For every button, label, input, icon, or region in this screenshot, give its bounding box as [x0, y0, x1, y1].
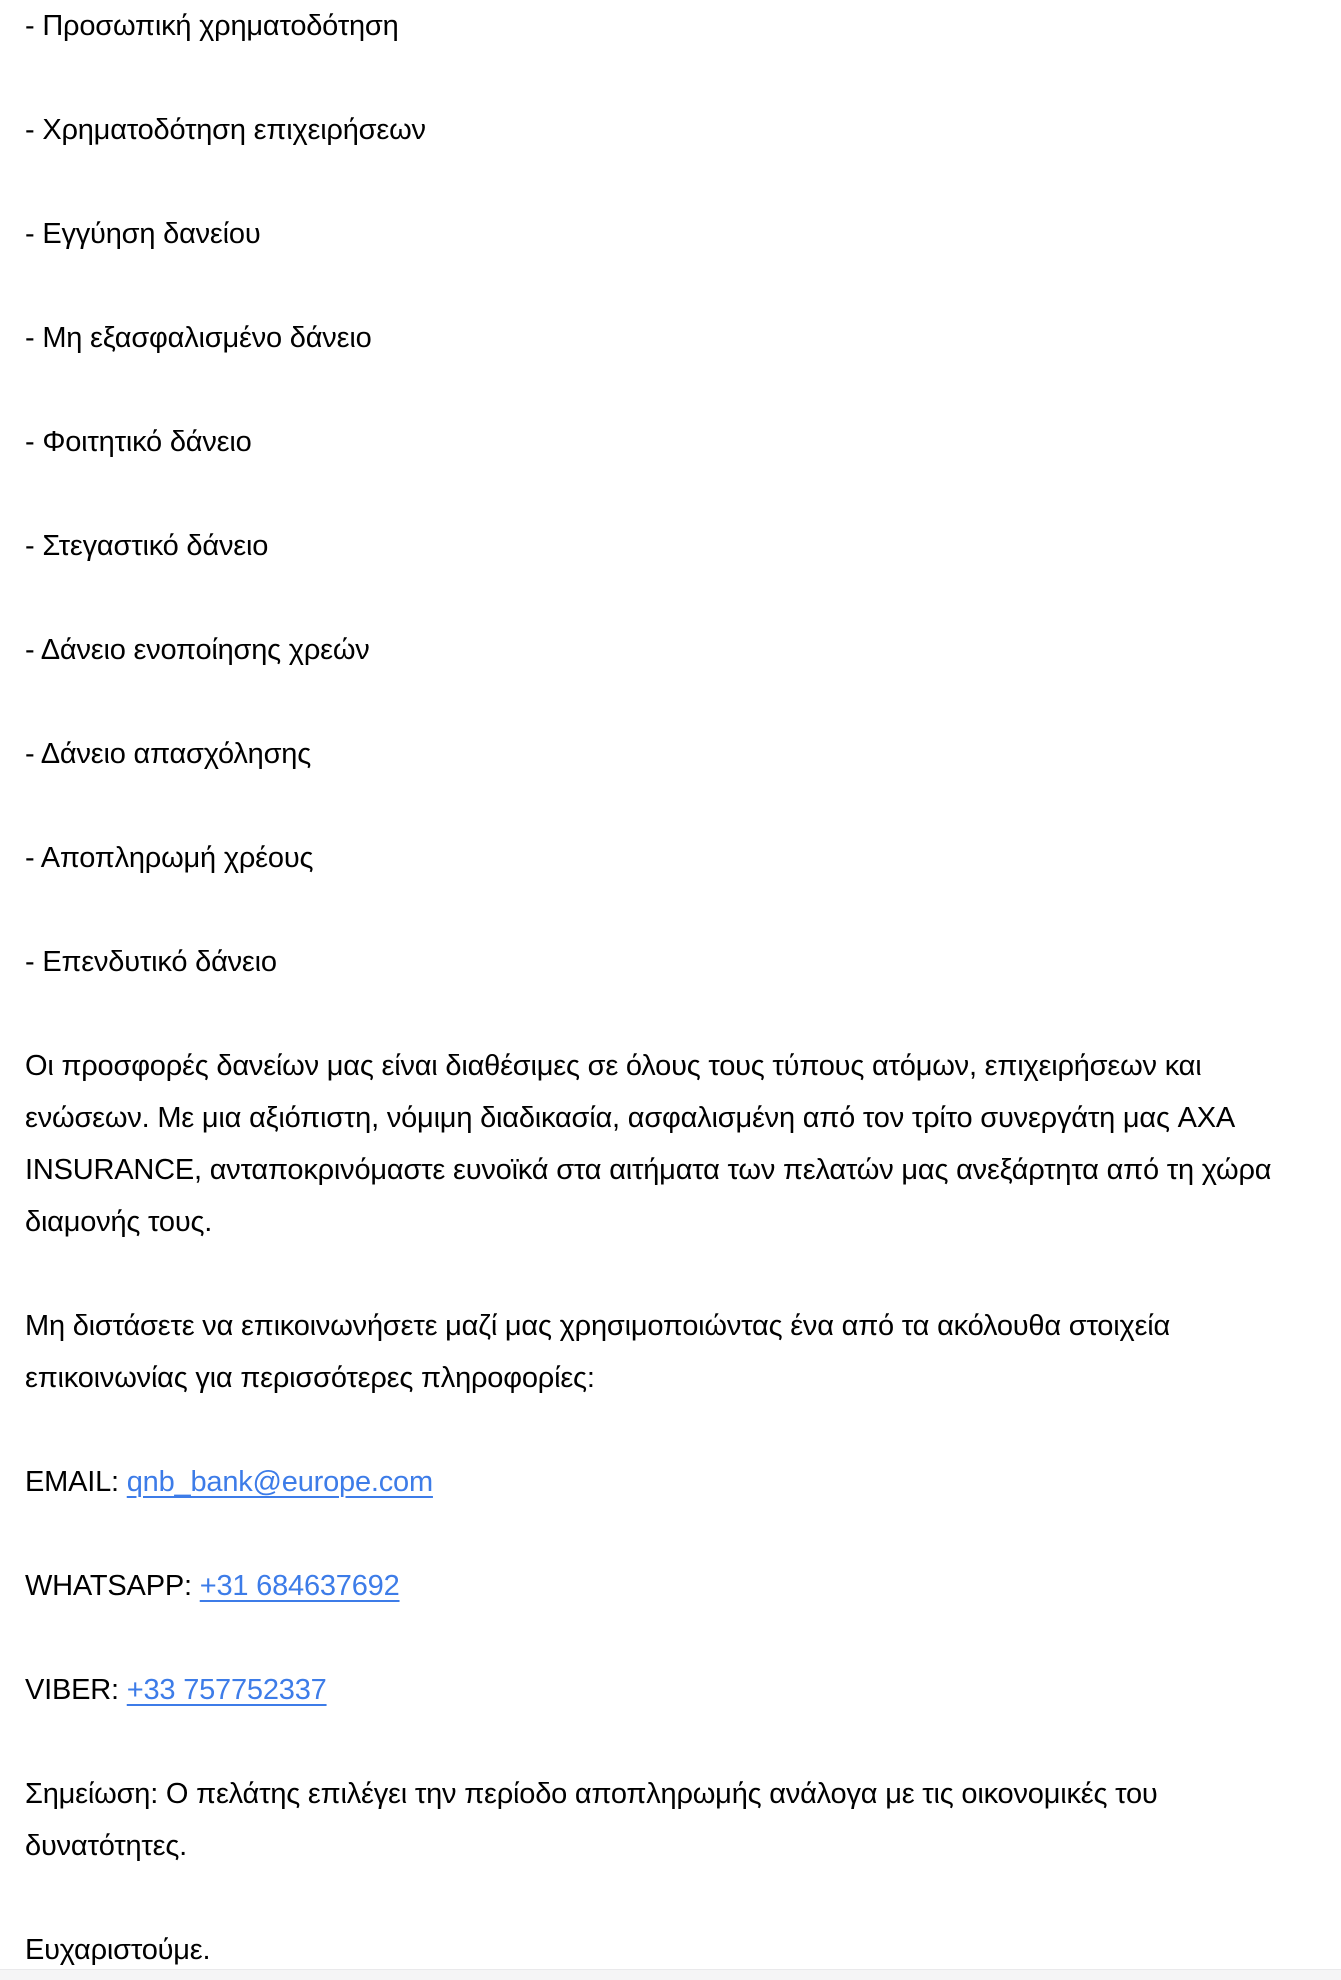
loan-list	[25, 0, 1311, 988]
loan-list-item: - Εγγύηση δανείου	[25, 218, 261, 250]
contact-label: VIBER:	[25, 1674, 119, 1706]
contact-list	[25, 1456, 1311, 1716]
contact-line	[25, 1560, 1311, 1612]
loan-list-item: - Επενδυτικό δάνειο	[25, 946, 277, 978]
thanks-paragraph: Ευχαριστούμε.	[25, 1934, 211, 1966]
offer-paragraph: Οι προσφορές δανείων μας είναι διαθέσιμες σε όλους τους τύπους ατόμων, επιχειρήσεων και ενώσεων. Με μια αξιόπιστη, νόμιμη διαδικασία, ασφαλισμένη από τον τρίτο συνεργάτη μας AXA INSURANCE, ανταποκρινόμαστε ευνοϊκά στα αιτήματα των πελατών μας ανεξάρτητα από τη χώρα διαμονής τους.	[25, 1050, 1272, 1238]
loan-list-item: - Προσωπική χρηματοδότηση	[25, 10, 399, 42]
loan-list-item: - Φοιτητικό δάνειο	[25, 426, 252, 458]
contact-link[interactable]: +33 757752337	[126, 1674, 327, 1706]
loan-list-item: - Στεγαστικό δάνειο	[25, 530, 269, 562]
note-paragraph: Σημείωση: Ο πελάτης επιλέγει την περίοδο αποπληρωμής ανάλογα με τις οικονομικές του δυνατότητες.	[25, 1778, 1158, 1862]
contact-line	[25, 1456, 1311, 1508]
loan-list-item: - Χρηματοδότηση επιχειρήσεων	[25, 114, 426, 146]
contact-link[interactable]: +31 684637692	[199, 1570, 400, 1602]
loan-list-item: - Αποπληρωμή χρέους	[25, 842, 314, 874]
contact-label: WHATSAPP:	[25, 1570, 192, 1602]
contact-invite-paragraph: Μη διστάσετε να επικοινωνήσετε μαζί μας χρησιμοποιώντας ένα από τα ακόλουθα στοιχεία επικοινωνίας για περισσότερες πληροφορίες:	[25, 1310, 1171, 1394]
loan-list-item: - Μη εξασφαλισμένο δάνειο	[25, 322, 372, 354]
footer-bar	[0, 1969, 1341, 1980]
contact-line	[25, 1664, 1311, 1716]
contact-label: EMAIL:	[25, 1466, 119, 1498]
loan-list-item: - Δάνειο ενοποίησης χρεών	[25, 634, 370, 666]
contact-link[interactable]: qnb_bank@europe.com	[126, 1466, 433, 1498]
loan-list-item: - Δάνειο απασχόλησης	[25, 738, 311, 770]
